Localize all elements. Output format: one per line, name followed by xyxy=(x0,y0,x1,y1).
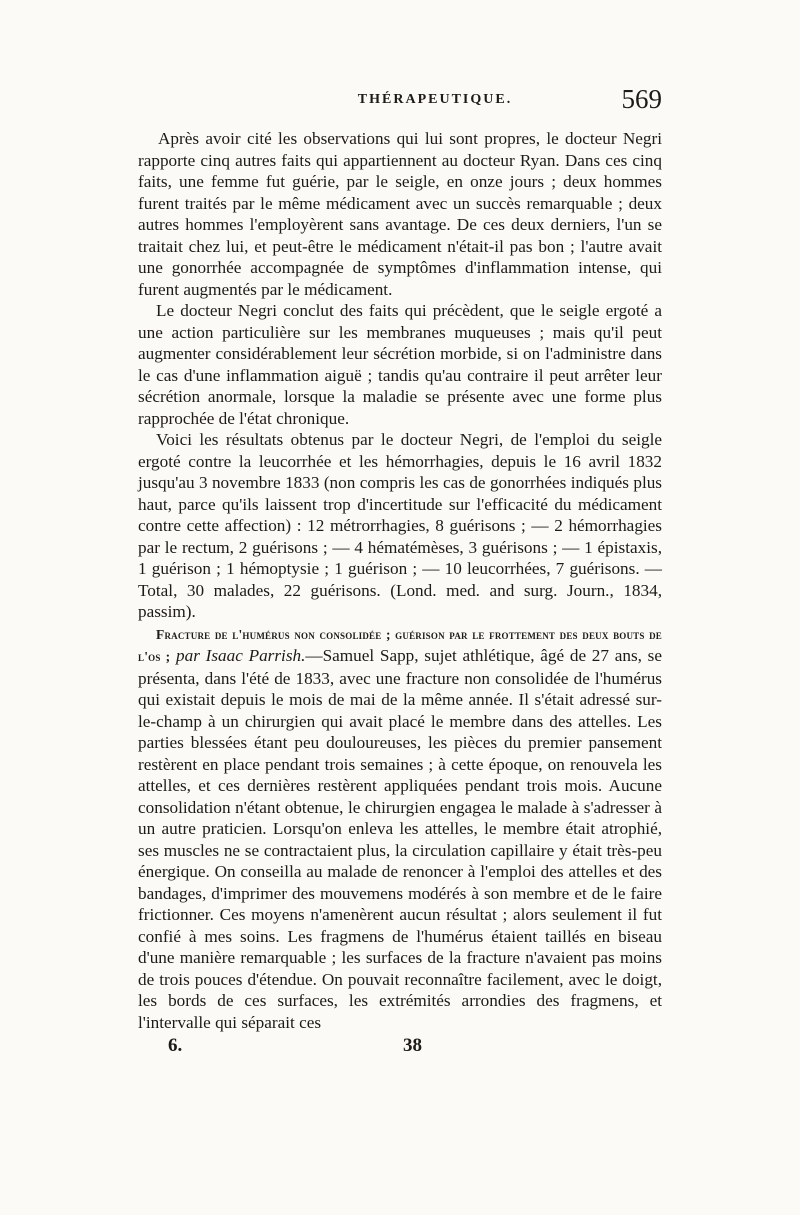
signature-line xyxy=(138,1035,662,1057)
paragraph: Après avoir cité les observations qui lui sont propres, le docteur Negri rapporte cinq autres faits qui appartiennent au docteur Ryan. Dans ces cinq faits, une femme fut guérie, par le seigle, en onze jours ; deux hommes furent traités par le même médicament avec un succès remarquable ; deux autres hommes l'employèrent sans avantage. De ces deux derniers, l'un se traitait chez lui, et peut-être le médicament n'était-il pas bon ; l'autre avait une gonorrhée accompagnée de symptômes d'inflammation intense, qui furent augmentés par le médicament. xyxy=(138,129,662,299)
body-text xyxy=(138,128,662,1033)
paragraph xyxy=(138,623,662,1034)
article-rubric: Fracture de l'humérus non consolidée ; guérison par le frottement des deux bouts de l'os ; xyxy=(138,626,662,664)
article-author: par Isaac Parrish. xyxy=(176,646,306,665)
running-head xyxy=(138,84,662,122)
page-number: 569 xyxy=(621,84,662,114)
paragraph: Le docteur Negri conclut des faits qui précèdent, que le seigle ergoté a une action particulière sur les membranes muqueuses ; mais qu'il peut augmenter considérablement leur sécrétion morbide, si on l'administre dans le cas d'une inflammation aiguë ; tandis qu'au contraire il peut arrêter leur sécrétion anormale, lorsque la maladie se présente avec une forme plus rapprochée de l'état chronique. xyxy=(138,301,662,428)
paragraph: Voici les résultats obtenus par le docteur Negri, de l'emploi du seigle ergoté contre la leucorrhée et les hémorrhagies, depuis le 16 avril 1832 jusqu'au 3 novembre 1833 (non compris les cas de gonorrhées indiqués plus haut, parce qu'ils laissent trop d'incertitude sur l'efficacité du médicament contre cette affection) : 12 métrorrhagies, 8 guérisons ; — 2 hémorrhagies par le rectum, 2 guérisons ; — 4 hématémèses, 3 guérisons ; — 1 épistaxis, 1 guérison ; 1 hémoptysie ; 1 guérison ; — 10 leucorrhées, 7 guérisons. — Total, 30 malades, 22 guérisons. (Lond. med. and surg. Journ., 1834, passim). xyxy=(138,430,662,621)
running-title: THÉRAPEUTIQUE. xyxy=(357,92,513,107)
volume-mark: 6. xyxy=(168,1035,183,1056)
paragraph-text: —Samuel Sapp, sujet athlétique, âgé de 27 ans, se présenta, dans l'été de 1833, avec une fracture non consolidée de l'humérus qui existait depuis le mois de mai de la même année. Il s'était adressé sur-le-champ à un chirurgien qui avait placé le membre dans des attelles. Les parties blessées étant peu douloureuses, les pièces du premier pansement restèrent en place pendant trois semaines ; à cette époque, on renouvela les attelles, et ces dernières restèrent appliquées pendant trois mois. Aucune consolidation n'étant obtenue, le chirurgien engagea le malade à s'adresser à un autre praticien. Lorsqu'on enleva les attelles, le membre était atrophié, ses muscles ne se contractaient plus, la circulation capillaire y était très-peu énergique. On conseilla au malade de renoncer à l'emploi des attelles et des bandages, d'imprimer des mouvemens modérés à son membre et de le faire frictionner. Ces moyens n'amenèrent aucun résultat ; alors seulement il fut confié à mes soins. Les fragmens de l'humérus étaient taillés en biseau d'une manière remarquable ; les surfaces de la fracture n'avaient pas moins de trois pouces d'étendue. On pouvait reconnaître facilement, avec le doigt, les bords de ces surfaces, les extrémités arrondies des fragmens, et l'intervalle qui séparait ces xyxy=(138,646,662,1032)
signature-mark: 38 xyxy=(403,1035,422,1056)
